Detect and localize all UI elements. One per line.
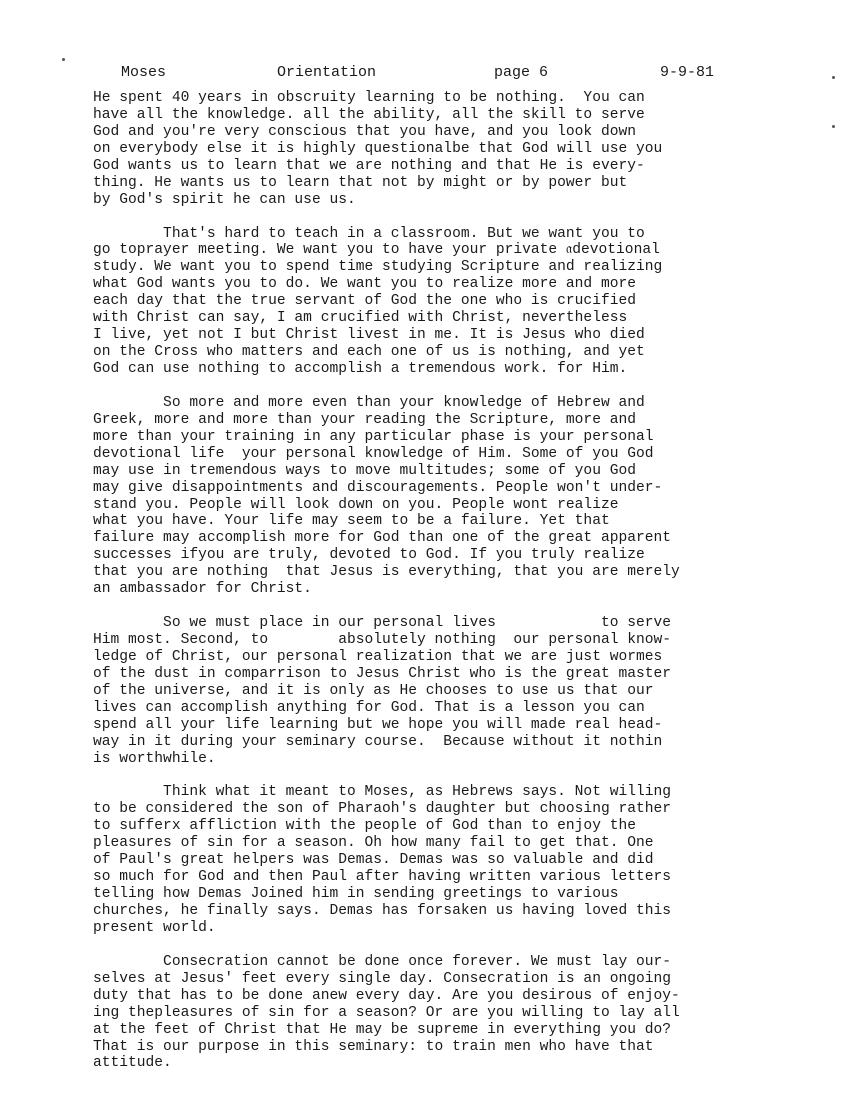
text-line: God wants us to learn that we are nothing and that He is every- (93, 157, 645, 174)
text-line: I live, yet not I but Christ livest in me. It is Jesus who died (93, 327, 645, 344)
text-line: spend all your life learning but we hope you will made real head- (93, 716, 663, 733)
text-line: of the dust in comparrison to Jesus Christ who is the great master (93, 665, 672, 682)
text-line: present world. (93, 919, 216, 936)
paragraph-gap (93, 598, 793, 615)
text-line: an ambassador for Christ. (93, 581, 312, 598)
stray-mark (62, 58, 65, 61)
text-line: So more and more even than your knowledge of Hebrew and (93, 394, 645, 411)
text-line: successes ifyou are truly, devoted to God. If you truly realize (93, 547, 645, 564)
paragraph (93, 90, 793, 209)
text-line: thing. He wants us to learn that not by might or by power but (93, 174, 628, 191)
text-line: way in it during your seminary course. Because without it nothin (93, 733, 663, 750)
paragraph-gap (93, 378, 793, 395)
text-line: to sufferx affliction with the people of God than to enjoy the (93, 818, 636, 835)
paragraph (93, 226, 793, 378)
text-line: Consecration cannot be done once forever. We must lay our- (93, 953, 672, 970)
text-line: of the universe, and it is only as He chooses to use us that our (93, 682, 654, 699)
paragraph (93, 615, 793, 767)
text-line: so much for God and then Paul after having written various letters (93, 869, 672, 886)
text-line: That is our purpose in this seminary: to train men who have that (93, 1038, 654, 1055)
text-line: study. We want you to spend time studying Scripture and realizing (93, 259, 663, 276)
text-line: may use in tremendous ways to move multitudes; some of you God (93, 462, 636, 479)
paragraph-gap (93, 768, 793, 785)
text-line: churches, he finally says. Demas has forsaken us having loved this (93, 903, 672, 919)
text-line: That's hard to teach in a classroom. But we want you to (93, 225, 645, 242)
header-page-number: page 6 (494, 64, 549, 81)
text-line: God can use nothing to accomplish a tremendous work. for Him. (93, 361, 628, 377)
paragraph-gap (93, 937, 793, 954)
text-line: selves at Jesus' feet every single day. Consecration is an ongoing (93, 970, 672, 987)
text-line: stand you. People will look down on you. People wont realize (93, 496, 619, 513)
text-line: duty that has to be done anew every day. Are you desirous of enjoy- (93, 987, 680, 1004)
paragraph (93, 395, 793, 598)
text-line: with Christ can say, I am crucified with Christ, nevertheless (93, 310, 628, 327)
text-line: on the Cross who matters and each one of us is nothing, and yet (93, 344, 645, 361)
text-line: on everybody else it is highly questionalbe that God will use you (93, 140, 663, 157)
stray-mark (832, 76, 835, 79)
header-date: 9-9-81 (660, 64, 715, 81)
header-section: Orientation (277, 64, 377, 81)
text-line: ing thepleasures of sin for a season? Or are you willing to lay all (93, 1004, 680, 1021)
text-line: that you are nothing that Jesus is everything, that you are merely (93, 564, 680, 581)
text-line: what you have. Your life may seem to be a failure. Yet that (93, 513, 610, 530)
text-line: Greek, more and more than your reading the Scripture, more and (93, 411, 636, 428)
text-line: what God wants you to do. We want you to realize more and more (93, 276, 636, 293)
text-line: God and you're very conscious that you have, and you look down (93, 123, 636, 140)
text-line: pleasures of sin for a season. Oh how many fail to get that. One (93, 835, 654, 852)
paragraph (93, 954, 793, 1073)
text-line: is worthwhile. (93, 750, 216, 767)
text-line: of Paul's great helpers was Demas. Demas was so valuable and did (93, 852, 654, 869)
text-line: Him most. Second, to absolutely nothing our personal know- (93, 632, 672, 648)
text-line: more than your training in any particular phase is your personal (93, 428, 654, 445)
document-body (93, 90, 793, 1072)
text-line: to be considered the son of Pharaoh's daughter but choosing rather (93, 801, 672, 818)
text-line: at the feet of Christ that He may be supreme in everything you do? (93, 1021, 672, 1038)
text-line: go toprayer meeting. We want you to have your private 𝔞devotional (93, 242, 660, 259)
text-line: telling how Demas Joined him in sending greetings to various (93, 886, 619, 903)
text-line: may give disappointments and discouragements. People won't under- (93, 479, 663, 496)
stray-mark (832, 125, 835, 128)
header-title: Moses (121, 64, 167, 81)
text-line: ledge of Christ, our personal realization that we are just wormes (93, 648, 663, 665)
text-line: devotional life your personal knowledge of Him. Some of you God (93, 445, 654, 462)
text-line: by God's spirit he can use us. (93, 191, 356, 208)
text-line: each day that the true servant of God the one who is crucified (93, 293, 636, 310)
text-line: have all the knowledge. all the ability, all the skill to serve (93, 106, 645, 123)
paragraph-gap (93, 209, 793, 226)
text-line: lives can accomplish anything for God. That is a lesson you can (93, 699, 645, 716)
text-line: failure may accomplish more for God than one of the great apparent (93, 530, 672, 547)
text-line: attitude. (93, 1055, 172, 1072)
paragraph (93, 784, 793, 936)
text-line: So we must place in our personal lives to serve (93, 615, 672, 632)
text-line: He spent 40 years in obscruity learning to be nothing. You can (93, 90, 645, 106)
text-line: Think what it meant to Moses, as Hebrews says. Not willing (93, 784, 672, 801)
